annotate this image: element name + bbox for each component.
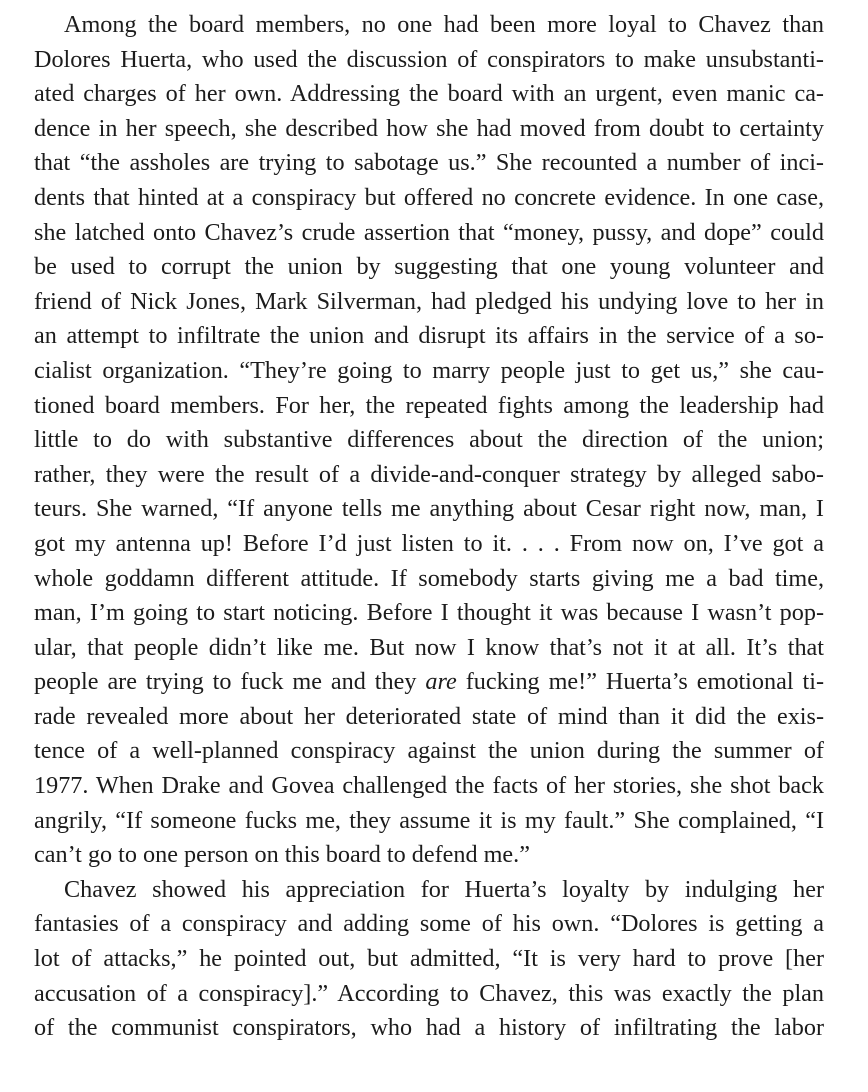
text-line-with-emphasis (34, 665, 824, 700)
paragraph-chavez-appreciation (34, 873, 824, 1046)
text-line: Chavez showed his appreciation for Huerta’s loyalty by indulging her (64, 875, 824, 903)
text-line: got my antenna up! Before I’d just listen to it. . . . From now on, I’ve got a (34, 529, 824, 557)
text-segment: people are trying to fuck me and they (34, 668, 426, 696)
text-line: rade revealed more about her deteriorated state of mind than it did the exis- (34, 702, 824, 730)
text-line: ated charges of her own. Addressing the board with an urgent, even manic ca- (34, 80, 824, 108)
text-line: that “the assholes are trying to sabotage us.” She recounted a number of inci- (34, 149, 824, 177)
book-page (34, 8, 824, 1046)
text-line: an attempt to infiltrate the union and disrupt its affairs in the service of a so- (34, 322, 824, 350)
text-line: tioned board members. For her, the repeated fights among the leadership had (34, 391, 824, 419)
text-line: fantasies of a conspiracy and adding some of his own. “Dolores is getting a (34, 910, 824, 938)
text-line: dents that hinted at a conspiracy but offered no concrete evidence. In one case, (34, 183, 824, 211)
text-line: of the communist conspirators, who had a history of infiltrating the labor (34, 1014, 824, 1042)
text-line: 1977. When Drake and Govea challenged the facts of her stories, she shot back (34, 772, 824, 800)
text-line: man, I’m going to start noticing. Before I thought it was because I wasn’t pop- (34, 599, 824, 627)
text-line: ular, that people didn’t like me. But now I know that’s not it at all. It’s that (34, 633, 824, 661)
text-line: angrily, “If someone fucks me, they assume it is my fault.” She complained, “I (34, 806, 824, 834)
text-line: she latched onto Chavez’s crude assertion that “money, pussy, and dope” could (34, 218, 824, 246)
text-line: can’t go to one person on this board to defend me.” (34, 841, 530, 869)
text-line: cialist organization. “They’re going to marry people just to get us,” she cau- (34, 356, 824, 384)
text-line: whole goddamn different attitude. If somebody starts giving me a bad time, (34, 564, 824, 592)
text-line: rather, they were the result of a divide-and-conquer strategy by alleged sabo- (34, 460, 824, 488)
text-line: be used to corrupt the union by suggesting that one young volunteer and (34, 253, 824, 281)
text-line: dence in her speech, she described how she had moved from doubt to certainty (34, 114, 824, 142)
text-line: lot of attacks,” he pointed out, but admitted, “It is very hard to prove [her (34, 945, 824, 973)
text-line: teurs. She warned, “If anyone tells me anything about Cesar right now, man, I (34, 495, 824, 523)
text-segment: fucking me!” Huerta’s emotional ti- (456, 668, 824, 696)
text-line: friend of Nick Jones, Mark Silverman, had pledged his undying love to her in (34, 287, 824, 315)
emphasized-word: are (425, 668, 457, 696)
text-line: Dolores Huerta, who used the discussion of conspirators to make unsubstanti- (34, 45, 824, 73)
text-line: accusation of a conspiracy].” According to Chavez, this was exactly the plan (34, 979, 824, 1007)
text-line: little to do with substantive differences about the direction of the union; (34, 426, 824, 454)
text-line: tence of a well-planned conspiracy against the union during the summer of (34, 737, 824, 765)
text-line: Among the board members, no one had been more loyal to Chavez than (64, 11, 824, 38)
paragraph-huerta-charges (34, 8, 824, 873)
